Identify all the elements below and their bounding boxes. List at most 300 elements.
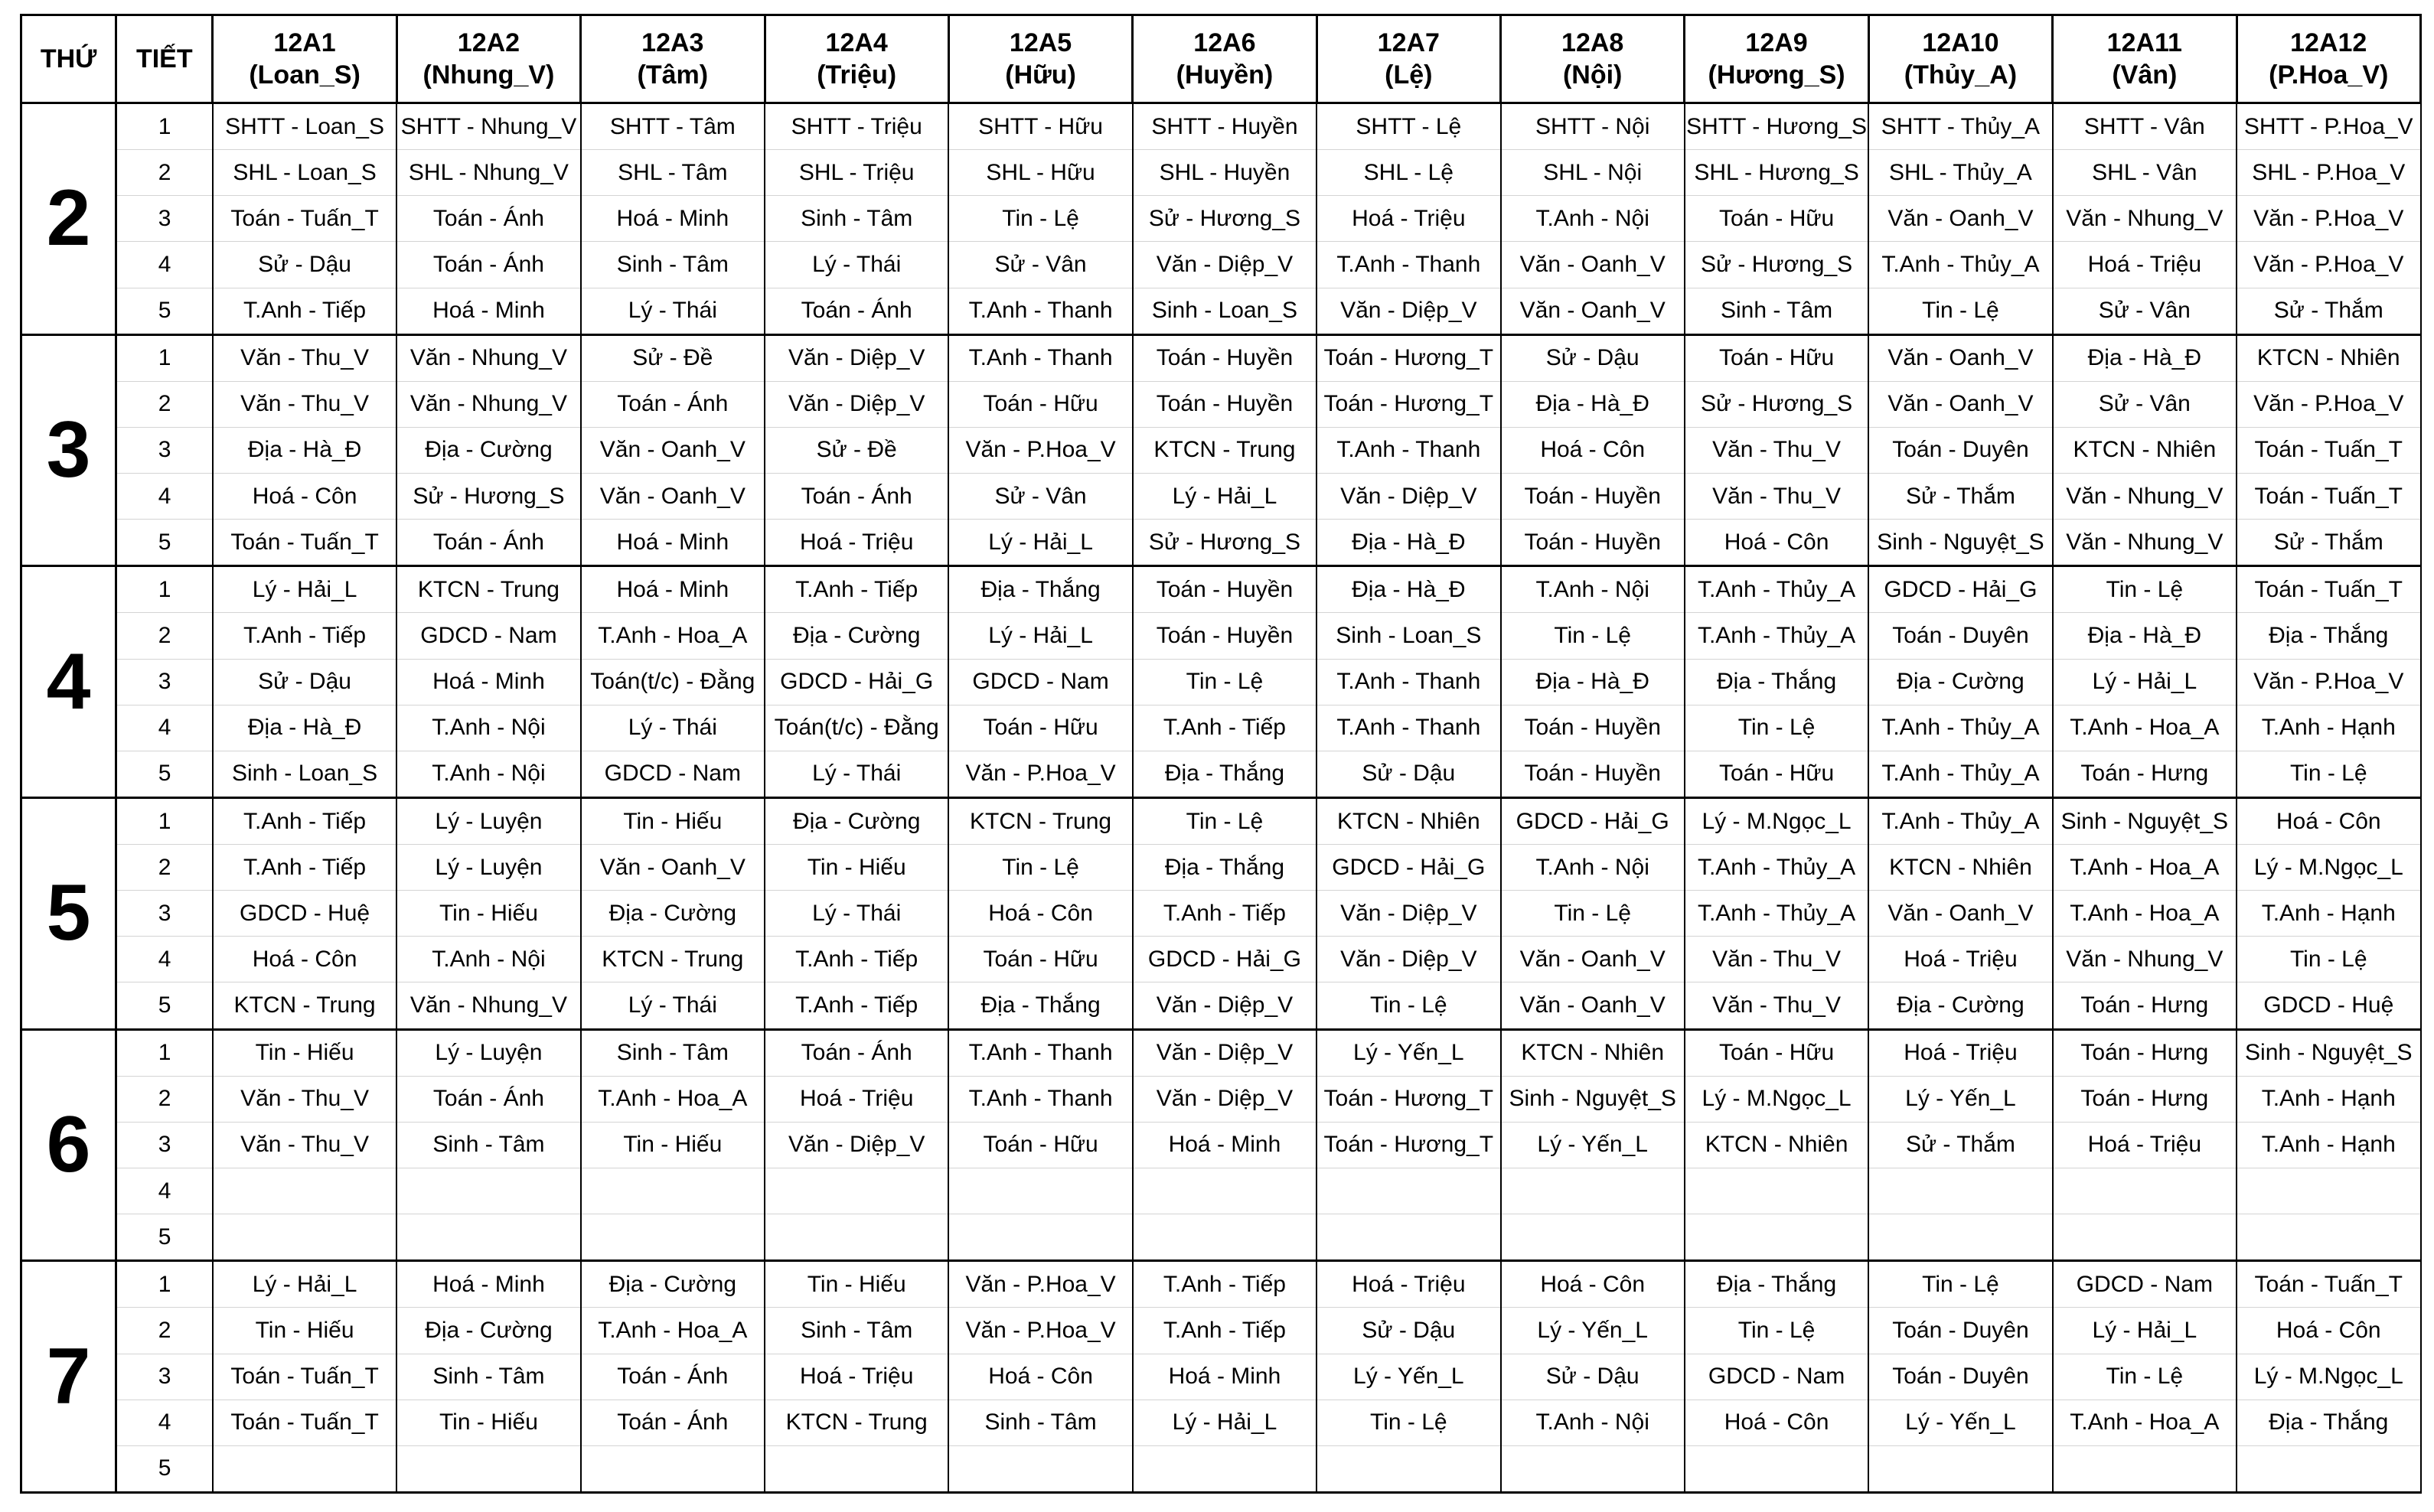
subject-cell: T.Anh - Thanh bbox=[1317, 659, 1500, 705]
class-code: 12A4 bbox=[825, 28, 888, 57]
subject-cell: Toán - Huyền bbox=[1501, 751, 1685, 797]
subject-cell: Địa - Hà_Đ bbox=[1317, 566, 1500, 613]
subject-cell: Văn - Thu_V bbox=[213, 1122, 396, 1168]
homeroom-teacher: (Triệu) bbox=[817, 60, 897, 90]
subject-cell: Văn - Thu_V bbox=[1685, 982, 1868, 1029]
subject-cell: Hoá - Triệu bbox=[2053, 1122, 2237, 1168]
period-number: 4 bbox=[116, 1400, 213, 1445]
period-row bbox=[21, 334, 2421, 381]
subject-cell bbox=[948, 1445, 1132, 1492]
subject-cell: Văn - Oanh_V bbox=[1501, 242, 1685, 288]
subject-cell: GDCD - Hải_G bbox=[1317, 845, 1500, 891]
subject-cell: Toán - Ánh bbox=[581, 1400, 765, 1445]
subject-cell: Văn - Diệp_V bbox=[1317, 937, 1500, 982]
subject-cell: SHL - Lệ bbox=[1317, 150, 1500, 196]
period-number: 4 bbox=[116, 1168, 213, 1214]
subject-cell: T.Anh - Tiếp bbox=[1133, 1308, 1317, 1354]
subject-cell: Toán - Hương_T bbox=[1317, 1076, 1500, 1122]
subject-cell: Sử - Dậu bbox=[1317, 751, 1500, 797]
subject-cell: Địa - Thắng bbox=[948, 982, 1132, 1029]
subject-cell: T.Anh - Thủy_A bbox=[1685, 891, 1868, 937]
subject-cell: Lý - Hải_L bbox=[1133, 1400, 1317, 1445]
subject-cell bbox=[2053, 1168, 2237, 1214]
period-number: 3 bbox=[116, 196, 213, 242]
subject-cell: SHL - Triệu bbox=[765, 150, 948, 196]
subject-cell: Tin - Lệ bbox=[1868, 288, 2052, 334]
subject-cell: Toán - Ánh bbox=[396, 196, 580, 242]
subject-cell: GDCD - Nam bbox=[396, 613, 580, 659]
class-header bbox=[948, 15, 1132, 103]
subject-cell bbox=[1501, 1445, 1685, 1492]
subject-cell: Địa - Hà_Đ bbox=[1501, 381, 1685, 427]
subject-cell: Sử - Đề bbox=[581, 334, 765, 381]
subject-cell bbox=[1868, 1214, 2052, 1261]
subject-cell: Toán - Hữu bbox=[1685, 1029, 1868, 1076]
period-row bbox=[21, 1308, 2421, 1354]
subject-cell: Địa - Cường bbox=[396, 1308, 580, 1354]
period-row bbox=[21, 150, 2421, 196]
subject-cell: GDCD - Hải_G bbox=[1501, 797, 1685, 844]
subject-cell: Hoá - Côn bbox=[1501, 427, 1685, 473]
subject-cell: Văn - Diệp_V bbox=[1317, 891, 1500, 937]
subject-cell: T.Anh - Hạnh bbox=[2237, 891, 2421, 937]
subject-cell: Sinh - Tâm bbox=[581, 1029, 765, 1076]
subject-cell: Tin - Hiếu bbox=[765, 845, 948, 891]
homeroom-teacher: (P.Hoa_V) bbox=[2269, 60, 2389, 90]
subject-cell: Văn - Oanh_V bbox=[1868, 334, 2052, 381]
subject-cell: T.Anh - Thanh bbox=[948, 1076, 1132, 1122]
subject-cell bbox=[1685, 1214, 1868, 1261]
subject-cell: T.Anh - Hạnh bbox=[2237, 1122, 2421, 1168]
timetable-body bbox=[21, 103, 2421, 1493]
period-row bbox=[21, 1400, 2421, 1445]
period-number: 3 bbox=[116, 659, 213, 705]
subject-cell: Tin - Lệ bbox=[1133, 659, 1317, 705]
subject-cell: Văn - Diệp_V bbox=[1317, 474, 1500, 520]
subject-cell: Toán - Ánh bbox=[396, 1076, 580, 1122]
subject-cell: Sinh - Tâm bbox=[765, 196, 948, 242]
subject-cell: Lý - Thái bbox=[581, 288, 765, 334]
subject-cell bbox=[1317, 1168, 1500, 1214]
subject-cell: T.Anh - Thanh bbox=[1317, 427, 1500, 473]
subject-cell: Tin - Hiếu bbox=[213, 1308, 396, 1354]
subject-cell: T.Anh - Hoa_A bbox=[2053, 1400, 2237, 1445]
subject-cell: Hoá - Côn bbox=[213, 937, 396, 982]
period-row bbox=[21, 891, 2421, 937]
subject-cell: T.Anh - Tiếp bbox=[1133, 1261, 1317, 1308]
subject-cell: T.Anh - Thủy_A bbox=[1685, 845, 1868, 891]
subject-cell bbox=[2237, 1168, 2421, 1214]
period-number: 5 bbox=[116, 288, 213, 334]
period-row bbox=[21, 797, 2421, 844]
subject-cell bbox=[213, 1445, 396, 1492]
period-row bbox=[21, 1445, 2421, 1492]
homeroom-teacher: (Hương_S) bbox=[1708, 60, 1845, 90]
subject-cell: Toán - Tuấn_T bbox=[2237, 566, 2421, 613]
period-number: 1 bbox=[116, 103, 213, 150]
subject-cell: SHTT - Vân bbox=[2053, 103, 2237, 150]
subject-cell: Văn - P.Hoa_V bbox=[948, 1308, 1132, 1354]
subject-cell: SHTT - Nội bbox=[1501, 103, 1685, 150]
subject-cell: Tin - Lệ bbox=[2237, 751, 2421, 797]
subject-cell: GDCD - Hải_G bbox=[1133, 937, 1317, 982]
subject-cell: Tin - Lệ bbox=[948, 845, 1132, 891]
subject-cell: SHTT - Huyền bbox=[1133, 103, 1317, 150]
subject-cell: Hoá - Minh bbox=[396, 288, 580, 334]
subject-cell: GDCD - Hải_G bbox=[765, 659, 948, 705]
subject-cell: Toán - Hưng bbox=[2053, 982, 2237, 1029]
subject-cell: Văn - P.Hoa_V bbox=[2237, 659, 2421, 705]
subject-cell: Sử - Đề bbox=[765, 427, 948, 473]
subject-cell: GDCD - Huệ bbox=[2237, 982, 2421, 1029]
subject-cell: T.Anh - Tiếp bbox=[1133, 705, 1317, 751]
subject-cell: Lý - M.Ngọc_L bbox=[1685, 797, 1868, 844]
subject-cell: Lý - Yến_L bbox=[1501, 1122, 1685, 1168]
subject-cell bbox=[948, 1168, 1132, 1214]
period-number: 2 bbox=[116, 1076, 213, 1122]
subject-cell: T.Anh - Nội bbox=[1501, 1400, 1685, 1445]
subject-cell bbox=[765, 1445, 948, 1492]
period-number: 1 bbox=[116, 1261, 213, 1308]
subject-cell: SHTT - Hương_S bbox=[1685, 103, 1868, 150]
subject-cell: T.Anh - Tiếp bbox=[213, 845, 396, 891]
day-cell: 6 bbox=[21, 1029, 116, 1261]
subject-cell: Địa - Hà_Đ bbox=[1501, 659, 1685, 705]
period-number: 3 bbox=[116, 1354, 213, 1400]
class-code: 12A2 bbox=[457, 28, 520, 57]
subject-cell bbox=[2053, 1445, 2237, 1492]
subject-cell: Văn - Nhung_V bbox=[396, 381, 580, 427]
subject-cell: T.Anh - Tiếp bbox=[765, 566, 948, 613]
subject-cell: Địa - Cường bbox=[1868, 982, 2052, 1029]
subject-cell: Sinh - Tâm bbox=[765, 1308, 948, 1354]
period-number: 1 bbox=[116, 797, 213, 844]
subject-cell: Hoá - Côn bbox=[2237, 797, 2421, 844]
subject-cell: Tin - Lệ bbox=[1868, 1261, 2052, 1308]
subject-cell: T.Anh - Tiếp bbox=[213, 797, 396, 844]
subject-cell: Địa - Hà_Đ bbox=[1317, 520, 1500, 566]
subject-cell: SHL - Nhung_V bbox=[396, 150, 580, 196]
subject-cell: SHTT - Tâm bbox=[581, 103, 765, 150]
homeroom-teacher: (Loan_S) bbox=[249, 60, 361, 90]
subject-cell: Địa - Cường bbox=[765, 613, 948, 659]
subject-cell: Sử - Hương_S bbox=[1685, 381, 1868, 427]
subject-cell: Tin - Hiếu bbox=[581, 1122, 765, 1168]
subject-cell: T.Anh - Hoa_A bbox=[581, 613, 765, 659]
subject-cell: T.Anh - Nội bbox=[1501, 196, 1685, 242]
subject-cell: Toán - Huyền bbox=[1501, 474, 1685, 520]
subject-cell: SHTT - Thủy_A bbox=[1868, 103, 2052, 150]
period-number: 5 bbox=[116, 1214, 213, 1261]
subject-cell: T.Anh - Thủy_A bbox=[1868, 705, 2052, 751]
subject-cell: Văn - Nhung_V bbox=[2053, 474, 2237, 520]
subject-cell bbox=[213, 1214, 396, 1261]
subject-cell: Sử - Dậu bbox=[1501, 1354, 1685, 1400]
subject-cell: GDCD - Huệ bbox=[213, 891, 396, 937]
subject-cell: Văn - Diệp_V bbox=[1133, 982, 1317, 1029]
subject-cell: Địa - Cường bbox=[581, 1261, 765, 1308]
subject-cell: Tin - Hiếu bbox=[396, 891, 580, 937]
period-number: 4 bbox=[116, 474, 213, 520]
period-column-header: TIẾT bbox=[116, 15, 213, 103]
subject-cell: Hoá - Triệu bbox=[765, 1076, 948, 1122]
subject-cell: Toán - Hưng bbox=[2053, 1029, 2237, 1076]
subject-cell: Lý - Hải_L bbox=[948, 613, 1132, 659]
subject-cell: Toán - Hữu bbox=[1685, 751, 1868, 797]
homeroom-teacher: (Vân) bbox=[2112, 60, 2178, 90]
subject-cell: T.Anh - Hoa_A bbox=[581, 1308, 765, 1354]
subject-cell: T.Anh - Tiếp bbox=[213, 288, 396, 334]
subject-cell: Sử - Vân bbox=[2053, 288, 2237, 334]
subject-cell: Địa - Thắng bbox=[1133, 751, 1317, 797]
subject-cell bbox=[1685, 1445, 1868, 1492]
subject-cell: SHL - Loan_S bbox=[213, 150, 396, 196]
subject-cell: KTCN - Trung bbox=[948, 797, 1132, 844]
period-row bbox=[21, 1261, 2421, 1308]
subject-cell: GDCD - Hải_G bbox=[1868, 566, 2052, 613]
class-header bbox=[581, 15, 765, 103]
subject-cell: T.Anh - Thủy_A bbox=[1685, 566, 1868, 613]
subject-cell: Toán - Hương_T bbox=[1317, 381, 1500, 427]
subject-cell: T.Anh - Tiếp bbox=[213, 613, 396, 659]
subject-cell: Địa - Thắng bbox=[948, 566, 1132, 613]
subject-cell bbox=[396, 1168, 580, 1214]
subject-cell: SHTT - Loan_S bbox=[213, 103, 396, 150]
subject-cell: Lý - Thái bbox=[581, 705, 765, 751]
subject-cell: Tin - Lệ bbox=[1317, 982, 1500, 1029]
subject-cell: SHL - Hữu bbox=[948, 150, 1132, 196]
subject-cell: Văn - P.Hoa_V bbox=[948, 427, 1132, 473]
subject-cell: Văn - Diệp_V bbox=[765, 1122, 948, 1168]
class-code: 12A6 bbox=[1193, 28, 1256, 57]
subject-cell: Văn - Thu_V bbox=[1685, 427, 1868, 473]
subject-cell: Văn - Diệp_V bbox=[1133, 1076, 1317, 1122]
period-number: 2 bbox=[116, 845, 213, 891]
subject-cell: Toán - Tuấn_T bbox=[213, 196, 396, 242]
subject-cell: Sinh - Tâm bbox=[948, 1400, 1132, 1445]
subject-cell: Toán - Ánh bbox=[765, 288, 948, 334]
subject-cell: Văn - Oanh_V bbox=[581, 845, 765, 891]
subject-cell: T.Anh - Nội bbox=[396, 751, 580, 797]
subject-cell: KTCN - Nhiên bbox=[1501, 1029, 1685, 1076]
subject-cell: Lý - Hải_L bbox=[1133, 474, 1317, 520]
period-number: 4 bbox=[116, 242, 213, 288]
period-number: 5 bbox=[116, 751, 213, 797]
subject-cell: Văn - Nhung_V bbox=[2053, 196, 2237, 242]
subject-cell bbox=[2237, 1214, 2421, 1261]
subject-cell: KTCN - Trung bbox=[581, 937, 765, 982]
subject-cell bbox=[396, 1445, 580, 1492]
period-number: 2 bbox=[116, 381, 213, 427]
subject-cell bbox=[1501, 1168, 1685, 1214]
subject-cell: T.Anh - Nội bbox=[396, 705, 580, 751]
subject-cell: Sử - Thắm bbox=[2237, 520, 2421, 566]
subject-cell: Toán - Hữu bbox=[948, 381, 1132, 427]
period-row bbox=[21, 1029, 2421, 1076]
subject-cell bbox=[1133, 1445, 1317, 1492]
subject-cell: Lý - Hải_L bbox=[213, 566, 396, 613]
period-row bbox=[21, 1168, 2421, 1214]
subject-cell: Hoá - Côn bbox=[948, 891, 1132, 937]
subject-cell: T.Anh - Thủy_A bbox=[1868, 797, 2052, 844]
subject-cell: Hoá - Minh bbox=[1133, 1354, 1317, 1400]
subject-cell: Địa - Thắng bbox=[2237, 1400, 2421, 1445]
subject-cell: Hoá - Minh bbox=[581, 196, 765, 242]
subject-cell: T.Anh - Hoa_A bbox=[2053, 705, 2237, 751]
subject-cell: T.Anh - Nội bbox=[396, 937, 580, 982]
subject-cell: T.Anh - Nội bbox=[1501, 845, 1685, 891]
subject-cell: Sử - Dậu bbox=[213, 659, 396, 705]
subject-cell: Toán - Huyền bbox=[1501, 705, 1685, 751]
subject-cell bbox=[765, 1214, 948, 1261]
period-row bbox=[21, 520, 2421, 566]
subject-cell: Sử - Dậu bbox=[213, 242, 396, 288]
subject-cell: Toán - Tuấn_T bbox=[213, 520, 396, 566]
period-row bbox=[21, 705, 2421, 751]
subject-cell: SHTT - Triệu bbox=[765, 103, 948, 150]
period-row bbox=[21, 659, 2421, 705]
subject-cell: GDCD - Nam bbox=[948, 659, 1132, 705]
subject-cell: Sinh - Tâm bbox=[1685, 288, 1868, 334]
subject-cell: GDCD - Nam bbox=[2053, 1261, 2237, 1308]
class-header bbox=[396, 15, 580, 103]
subject-cell: SHTT - Nhung_V bbox=[396, 103, 580, 150]
subject-cell: Tin - Lệ bbox=[2237, 937, 2421, 982]
subject-cell: T.Anh - Hạnh bbox=[2237, 1076, 2421, 1122]
subject-cell: Hoá - Côn bbox=[948, 1354, 1132, 1400]
homeroom-teacher: (Thủy_A) bbox=[1904, 60, 2018, 90]
subject-cell bbox=[581, 1445, 765, 1492]
subject-cell: Lý - Thái bbox=[765, 751, 948, 797]
subject-cell: Tin - Hiếu bbox=[213, 1029, 396, 1076]
subject-cell: Lý - Hải_L bbox=[2053, 1308, 2237, 1354]
subject-cell: Lý - Hải_L bbox=[213, 1261, 396, 1308]
period-row bbox=[21, 196, 2421, 242]
class-header bbox=[1133, 15, 1317, 103]
subject-cell: Lý - M.Ngọc_L bbox=[2237, 845, 2421, 891]
subject-cell: T.Anh - Hạnh bbox=[2237, 705, 2421, 751]
subject-cell: Sinh - Nguyệt_S bbox=[1501, 1076, 1685, 1122]
subject-cell: Toán - Huyền bbox=[1133, 334, 1317, 381]
class-code: 12A5 bbox=[1009, 28, 1072, 57]
subject-cell: KTCN - Nhiên bbox=[1317, 797, 1500, 844]
subject-cell: Tin - Lệ bbox=[1317, 1400, 1500, 1445]
subject-cell: Văn - Oanh_V bbox=[1501, 937, 1685, 982]
subject-cell: Lý - Thái bbox=[765, 242, 948, 288]
subject-cell bbox=[1317, 1214, 1500, 1261]
subject-cell: Lý - Luyện bbox=[396, 797, 580, 844]
subject-cell: Sinh - Tâm bbox=[396, 1122, 580, 1168]
period-row bbox=[21, 751, 2421, 797]
period-row bbox=[21, 242, 2421, 288]
subject-cell: Hoá - Côn bbox=[1501, 1261, 1685, 1308]
period-row bbox=[21, 427, 2421, 473]
class-header bbox=[1868, 15, 2052, 103]
period-number: 4 bbox=[116, 937, 213, 982]
period-number: 5 bbox=[116, 520, 213, 566]
subject-cell: Hoá - Triệu bbox=[1868, 937, 2052, 982]
subject-cell: Hoá - Triệu bbox=[1317, 196, 1500, 242]
subject-cell: SHL - Thủy_A bbox=[1868, 150, 2052, 196]
homeroom-teacher: (Tâm) bbox=[637, 60, 709, 90]
subject-cell: Văn - Thu_V bbox=[1685, 474, 1868, 520]
subject-cell bbox=[396, 1214, 580, 1261]
class-code: 12A9 bbox=[1745, 28, 1808, 57]
subject-cell bbox=[1501, 1214, 1685, 1261]
subject-cell: Toán - Hương_T bbox=[1317, 334, 1500, 381]
subject-cell: Toán - Hữu bbox=[948, 705, 1132, 751]
class-code: 12A12 bbox=[2290, 28, 2367, 57]
subject-cell: Sinh - Tâm bbox=[581, 242, 765, 288]
subject-cell: T.Anh - Thanh bbox=[1317, 705, 1500, 751]
subject-cell: Toán - Huyền bbox=[1133, 381, 1317, 427]
homeroom-teacher: (Nội) bbox=[1562, 60, 1623, 90]
subject-cell: Địa - Cường bbox=[1868, 659, 2052, 705]
subject-cell bbox=[581, 1168, 765, 1214]
subject-cell: Toán(t/c) - Đằng bbox=[581, 659, 765, 705]
subject-cell: Tin - Lệ bbox=[2053, 566, 2237, 613]
subject-cell: Tin - Lệ bbox=[1501, 613, 1685, 659]
subject-cell: Địa - Cường bbox=[765, 797, 948, 844]
subject-cell: Sử - Hương_S bbox=[1685, 242, 1868, 288]
subject-cell: Toán - Tuấn_T bbox=[213, 1400, 396, 1445]
class-code: 12A11 bbox=[2106, 28, 2182, 57]
day-cell: 5 bbox=[21, 797, 116, 1029]
subject-cell: Toán - Huyền bbox=[1501, 520, 1685, 566]
subject-cell: Hoá - Minh bbox=[396, 659, 580, 705]
subject-cell: GDCD - Nam bbox=[581, 751, 765, 797]
subject-cell: KTCN - Nhiên bbox=[2237, 334, 2421, 381]
subject-cell: Địa - Thắng bbox=[2237, 613, 2421, 659]
subject-cell: Hoá - Côn bbox=[2237, 1308, 2421, 1354]
subject-cell: Toán - Hưng bbox=[2053, 1076, 2237, 1122]
subject-cell: Lý - Hải_L bbox=[2053, 659, 2237, 705]
class-code: 12A8 bbox=[1561, 28, 1624, 57]
subject-cell: Toán(t/c) - Đằng bbox=[765, 705, 948, 751]
subject-cell: Văn - P.Hoa_V bbox=[2237, 381, 2421, 427]
period-row bbox=[21, 103, 2421, 150]
subject-cell: T.Anh - Hoa_A bbox=[581, 1076, 765, 1122]
subject-cell: Tin - Lệ bbox=[1685, 1308, 1868, 1354]
period-row bbox=[21, 1122, 2421, 1168]
subject-cell: Toán - Ánh bbox=[581, 1354, 765, 1400]
subject-cell: T.Anh - Hoa_A bbox=[2053, 891, 2237, 937]
subject-cell: Hoá - Côn bbox=[213, 474, 396, 520]
subject-cell: SHTT - Hữu bbox=[948, 103, 1132, 150]
subject-cell: Toán - Tuấn_T bbox=[2237, 427, 2421, 473]
subject-cell: Văn - Nhung_V bbox=[2053, 937, 2237, 982]
subject-cell: Toán - Hữu bbox=[1685, 196, 1868, 242]
subject-cell: Địa - Thắng bbox=[1133, 845, 1317, 891]
subject-cell: Văn - Oanh_V bbox=[1501, 982, 1685, 1029]
subject-cell: Hoá - Côn bbox=[1685, 520, 1868, 566]
subject-cell: Sử - Vân bbox=[2053, 381, 2237, 427]
subject-cell: Văn - Thu_V bbox=[213, 1076, 396, 1122]
timetable bbox=[20, 14, 2422, 1494]
period-number: 4 bbox=[116, 705, 213, 751]
subject-cell: Sinh - Loan_S bbox=[1317, 613, 1500, 659]
subject-cell: Toán - Hữu bbox=[948, 937, 1132, 982]
subject-cell: T.Anh - Hoa_A bbox=[2053, 845, 2237, 891]
day-column-header: THỨ bbox=[21, 15, 116, 103]
subject-cell: Lý - Yến_L bbox=[1501, 1308, 1685, 1354]
subject-cell: Sử - Hương_S bbox=[1133, 520, 1317, 566]
subject-cell: Văn - Oanh_V bbox=[581, 427, 765, 473]
subject-cell: Hoá - Minh bbox=[1133, 1122, 1317, 1168]
period-number: 1 bbox=[116, 566, 213, 613]
subject-cell: Văn - Diệp_V bbox=[1317, 288, 1500, 334]
period-row bbox=[21, 1076, 2421, 1122]
